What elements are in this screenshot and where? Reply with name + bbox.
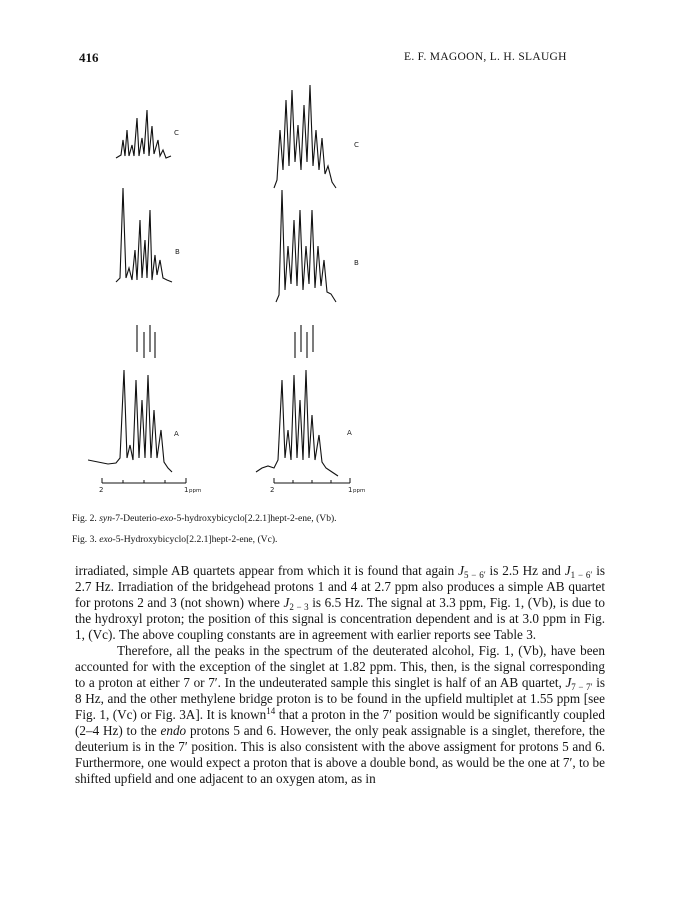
coupling-constant-symbol: J xyxy=(565,675,572,690)
ppm-axis-fig3 xyxy=(274,478,350,483)
coupling-subscript: 1 − 6′ xyxy=(570,570,593,580)
caption-label: Fig. 2. xyxy=(72,513,97,524)
axis-tick-2-fig2: 2 xyxy=(99,486,104,494)
text-run: protons 5 and 6. However, the only peak assignable is a singlet, therefore, the deuterium is in the 7′ position. This is also consistent with the above assigment for protons 5 and 6. Furthermore, one would expect a proton that is above a double bond, as would be the one at 7′, to be shifted upfield and one adjacent to an oxygen atom, as in xyxy=(75,723,606,786)
axis-unit-fig2: ppm xyxy=(189,488,202,494)
axis-tick-1-fig3: 1 xyxy=(348,486,353,494)
spectrum-trace-fig3-b xyxy=(276,190,336,302)
trace-label-fig3-c: C xyxy=(354,141,359,149)
axis-unit-fig3: ppm xyxy=(353,488,366,494)
caption-text: -5-Hydroxybicyclo[2.2.1]hept-2-ene, (Vc). xyxy=(112,534,278,545)
coupling-subscript: 2 − 3 xyxy=(289,602,309,612)
paragraph-1 xyxy=(75,563,605,643)
coupling-constant-symbol: J xyxy=(458,563,464,578)
coupling-constant-symbol: J xyxy=(283,595,290,610)
caption-exo: exo xyxy=(159,513,174,524)
trace-label-fig2-c: C xyxy=(174,129,179,137)
coupling-subscript: 5 − 6′ xyxy=(463,570,486,580)
text-run: that a proton in the 7′ position would be significantly coupled (2–4 Hz) to the xyxy=(75,707,605,738)
resonance-lines-fig2 xyxy=(137,325,155,358)
figure-2-caption xyxy=(72,513,337,524)
trace-label-fig2-b: B xyxy=(175,248,180,256)
trace-label-fig3-a: A xyxy=(347,429,352,437)
caption-syn: syn xyxy=(99,513,112,524)
spectrum-trace-fig2-c xyxy=(116,110,171,158)
spectrum-trace-fig3-c xyxy=(274,85,336,188)
running-header: E. F. MAGOON, L. H. SLAUGH xyxy=(404,51,567,63)
text-run: is 2.5 Hz and xyxy=(485,563,565,578)
text-run: Therefore, all the peaks in the spectrum of the deuterated alcohol, Fig. 1, (Vb), have been accounted for with the exception of the singlet at 1.82 ppm. This, then, is the signal corresponding to a proton at either 7 or 7′. In the undeuterated sample this singlet is half of an AB quartet, xyxy=(75,643,605,690)
caption-text: -7-Deuterio- xyxy=(112,513,160,524)
page-number: 416 xyxy=(79,50,99,65)
figure-3-caption xyxy=(72,534,277,545)
trace-label-fig2-a: A xyxy=(174,430,179,438)
axis-tick-2-fig3: 2 xyxy=(270,486,275,494)
trace-label-fig3-b: B xyxy=(354,259,359,267)
spectrum-trace-fig2-a xyxy=(88,370,172,472)
nmr-spectra-figure xyxy=(88,70,388,510)
caption-exo: exo xyxy=(99,534,113,545)
text-run: irradiated, simple AB quartets appear from which it is found that again xyxy=(75,563,459,578)
axis-tick-1-fig2: 1 xyxy=(184,486,189,494)
spectrum-trace-fig3-a xyxy=(256,370,338,476)
text-run: is 8 Hz, and the other methylene bridge proton is to be found in the upfield multiplet at 1.55 ppm [see Fig. 1, (Vc) or Fig. 3A]. It is known xyxy=(75,675,606,722)
text-run: is 6.5 Hz. The signal at 3.3 ppm, Fig. 1, (Vb), is due to the hydroxyl proton; the position of this signal is concentration dependent and is at 3.0 ppm in Fig. 1, (Vc). The above coupling constants are in agreement with earlier reports see Table 3. xyxy=(75,595,605,642)
endo-italic: endo xyxy=(160,723,187,738)
resonance-lines-fig3 xyxy=(295,325,313,358)
reference-superscript: 14 xyxy=(266,706,276,716)
caption-label: Fig. 3. xyxy=(72,534,97,545)
paragraph-2 xyxy=(75,643,605,787)
coupling-subscript: 7 − 7′ xyxy=(571,682,593,692)
body-text xyxy=(75,563,605,787)
spectrum-trace-fig2-b xyxy=(116,188,172,282)
coupling-constant-symbol: J xyxy=(564,563,571,578)
caption-text: -5-hydroxybicyclo[2.2.1]hept-2-ene, (Vb). xyxy=(173,513,337,524)
ppm-axis-fig2 xyxy=(102,478,186,483)
text-run: is 2.7 Hz. Irradiation of the bridgehead protons 1 and 4 at 2.7 ppm also produces a simple AB quartet for protons 2 and 3 (not shown) where xyxy=(75,563,606,610)
